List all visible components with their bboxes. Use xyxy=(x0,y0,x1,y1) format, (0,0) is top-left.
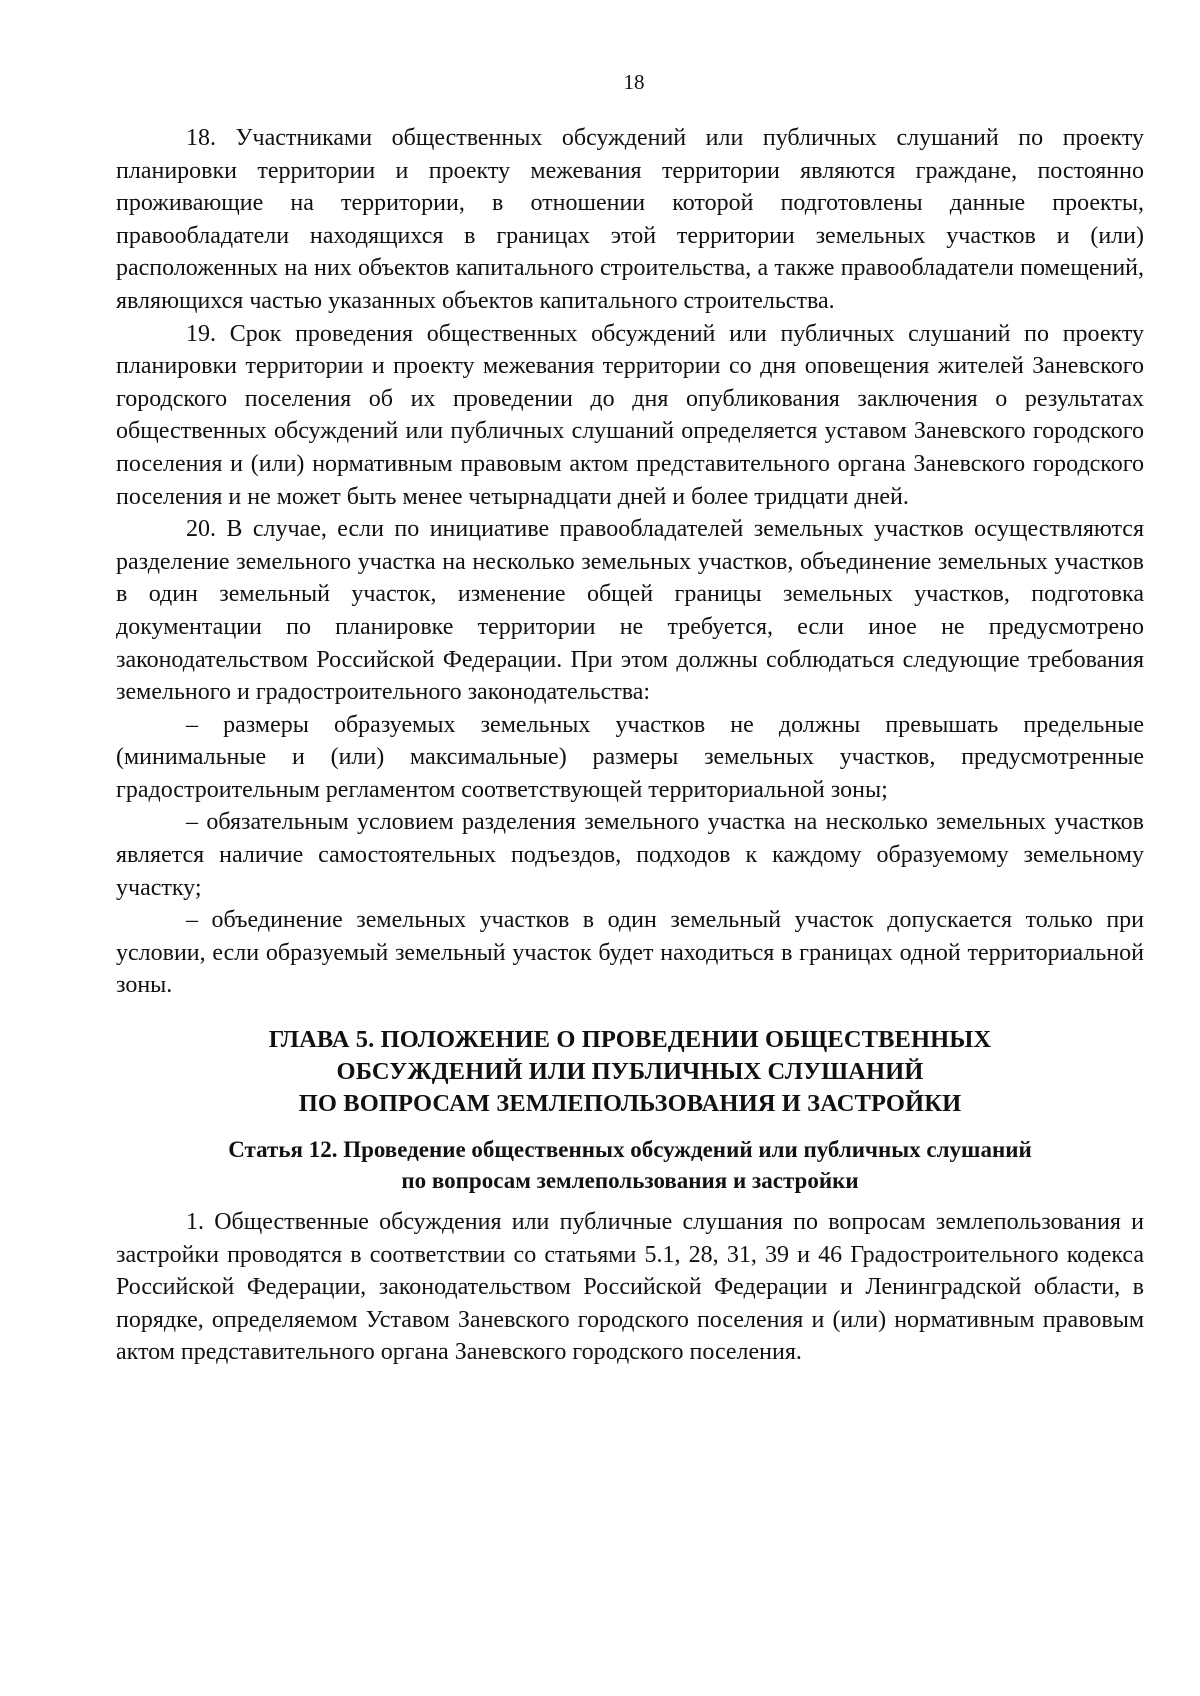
article-paragraph-1: 1. Общественные обсуждения или публичные слушания по вопросам землепользования и застройки проводятся в соответствии со статьями 5.1, 28, 31, 39 и 46 Градостроительного кодекса Российской Федерации, законодательством Российской Федерации и Ленинградской области, в порядке, определяемом Уставом Заневского городского поселения и (или) нормативным правовым актом представительного органа Заневского городского поселения. xyxy=(116,1209,1144,1366)
chapter-title xyxy=(116,1024,1144,1120)
body-text xyxy=(116,122,1144,1002)
article-title-line-1: Статья 12. Проведение общественных обсуждений или публичных слушаний xyxy=(228,1137,1032,1163)
article-title xyxy=(116,1134,1144,1196)
chapter-title-line-1: ГЛАВА 5. ПОЛОЖЕНИЕ О ПРОВЕДЕНИИ ОБЩЕСТВЕННЫХ xyxy=(268,1026,992,1054)
chapter-title-line-2: ОБСУЖДЕНИЙ ИЛИ ПУБЛИЧНЫХ СЛУШАНИЙ xyxy=(336,1058,924,1086)
article-body xyxy=(116,1206,1144,1369)
list-item-merge-condition: – объединение земельных участков в один земельный участок допускается только при условии, если образуемый земельный участок будет находиться в границах одной территориальной зоны. xyxy=(116,907,1144,999)
paragraph-18: 18. Участниками общественных обсуждений или публичных слушаний по проекту планировки территории и проекту межевания территории являются граждане, постоянно проживающие на территории, в отношении которой подготовлены данные проекты, правообладатели находящихся в границах этой территории земельных участков и (или) расположенных на них объектов капитального строительства, а также правообладатели помещений, являющихся частью указанных объектов капитального строительства. xyxy=(116,125,1144,314)
article-title-line-2: по вопросам землепользования и застройки xyxy=(401,1168,859,1194)
paragraph-20: 20. В случае, если по инициативе правообладателей земельных участков осуществляются разделение земельного участка на несколько земельных участков, объединение земельных участков в один земельный участок, изменение общей границы земельных участков, подготовка документации по планировке территории не требуется, если иное не предусмотрено законодательством Российской Федерации. При этом должны соблюдаться следующие требования земельного и градостроительного законодательства: xyxy=(116,516,1144,706)
list-item-access-requirement: – обязательным условием разделения земельного участка на несколько земельных участков является наличие самостоятельных подъездов, подходов к каждому образуемому земельному участку; xyxy=(116,809,1144,901)
page-number: 18 xyxy=(623,70,645,94)
chapter-title-line-3: ПО ВОПРОСАМ ЗЕМЛЕПОЛЬЗОВАНИЯ И ЗАСТРОЙКИ xyxy=(298,1090,962,1118)
list-item-size-limits: – размеры образуемых земельных участков не должны превышать предельные (минимальные и (или) максимальные) размеры земельных участков, предусмотренные градостроительным регламентом соответствующей территориальной зоны; xyxy=(116,711,1144,803)
paragraph-19: 19. Срок проведения общественных обсуждений или публичных слушаний по проекту планировки территории и проекту межевания территории со дня оповещения жителей Заневского городского поселения об их проведении до дня опубликования заключения о результатах общественных обсуждений или публичных слушаний определяется уставом Заневского городского поселения и (или) нормативным правовым актом представительного органа Заневского городского поселения и не может быть менее четырнадцати дней и более тридцати дней. xyxy=(116,320,1144,510)
